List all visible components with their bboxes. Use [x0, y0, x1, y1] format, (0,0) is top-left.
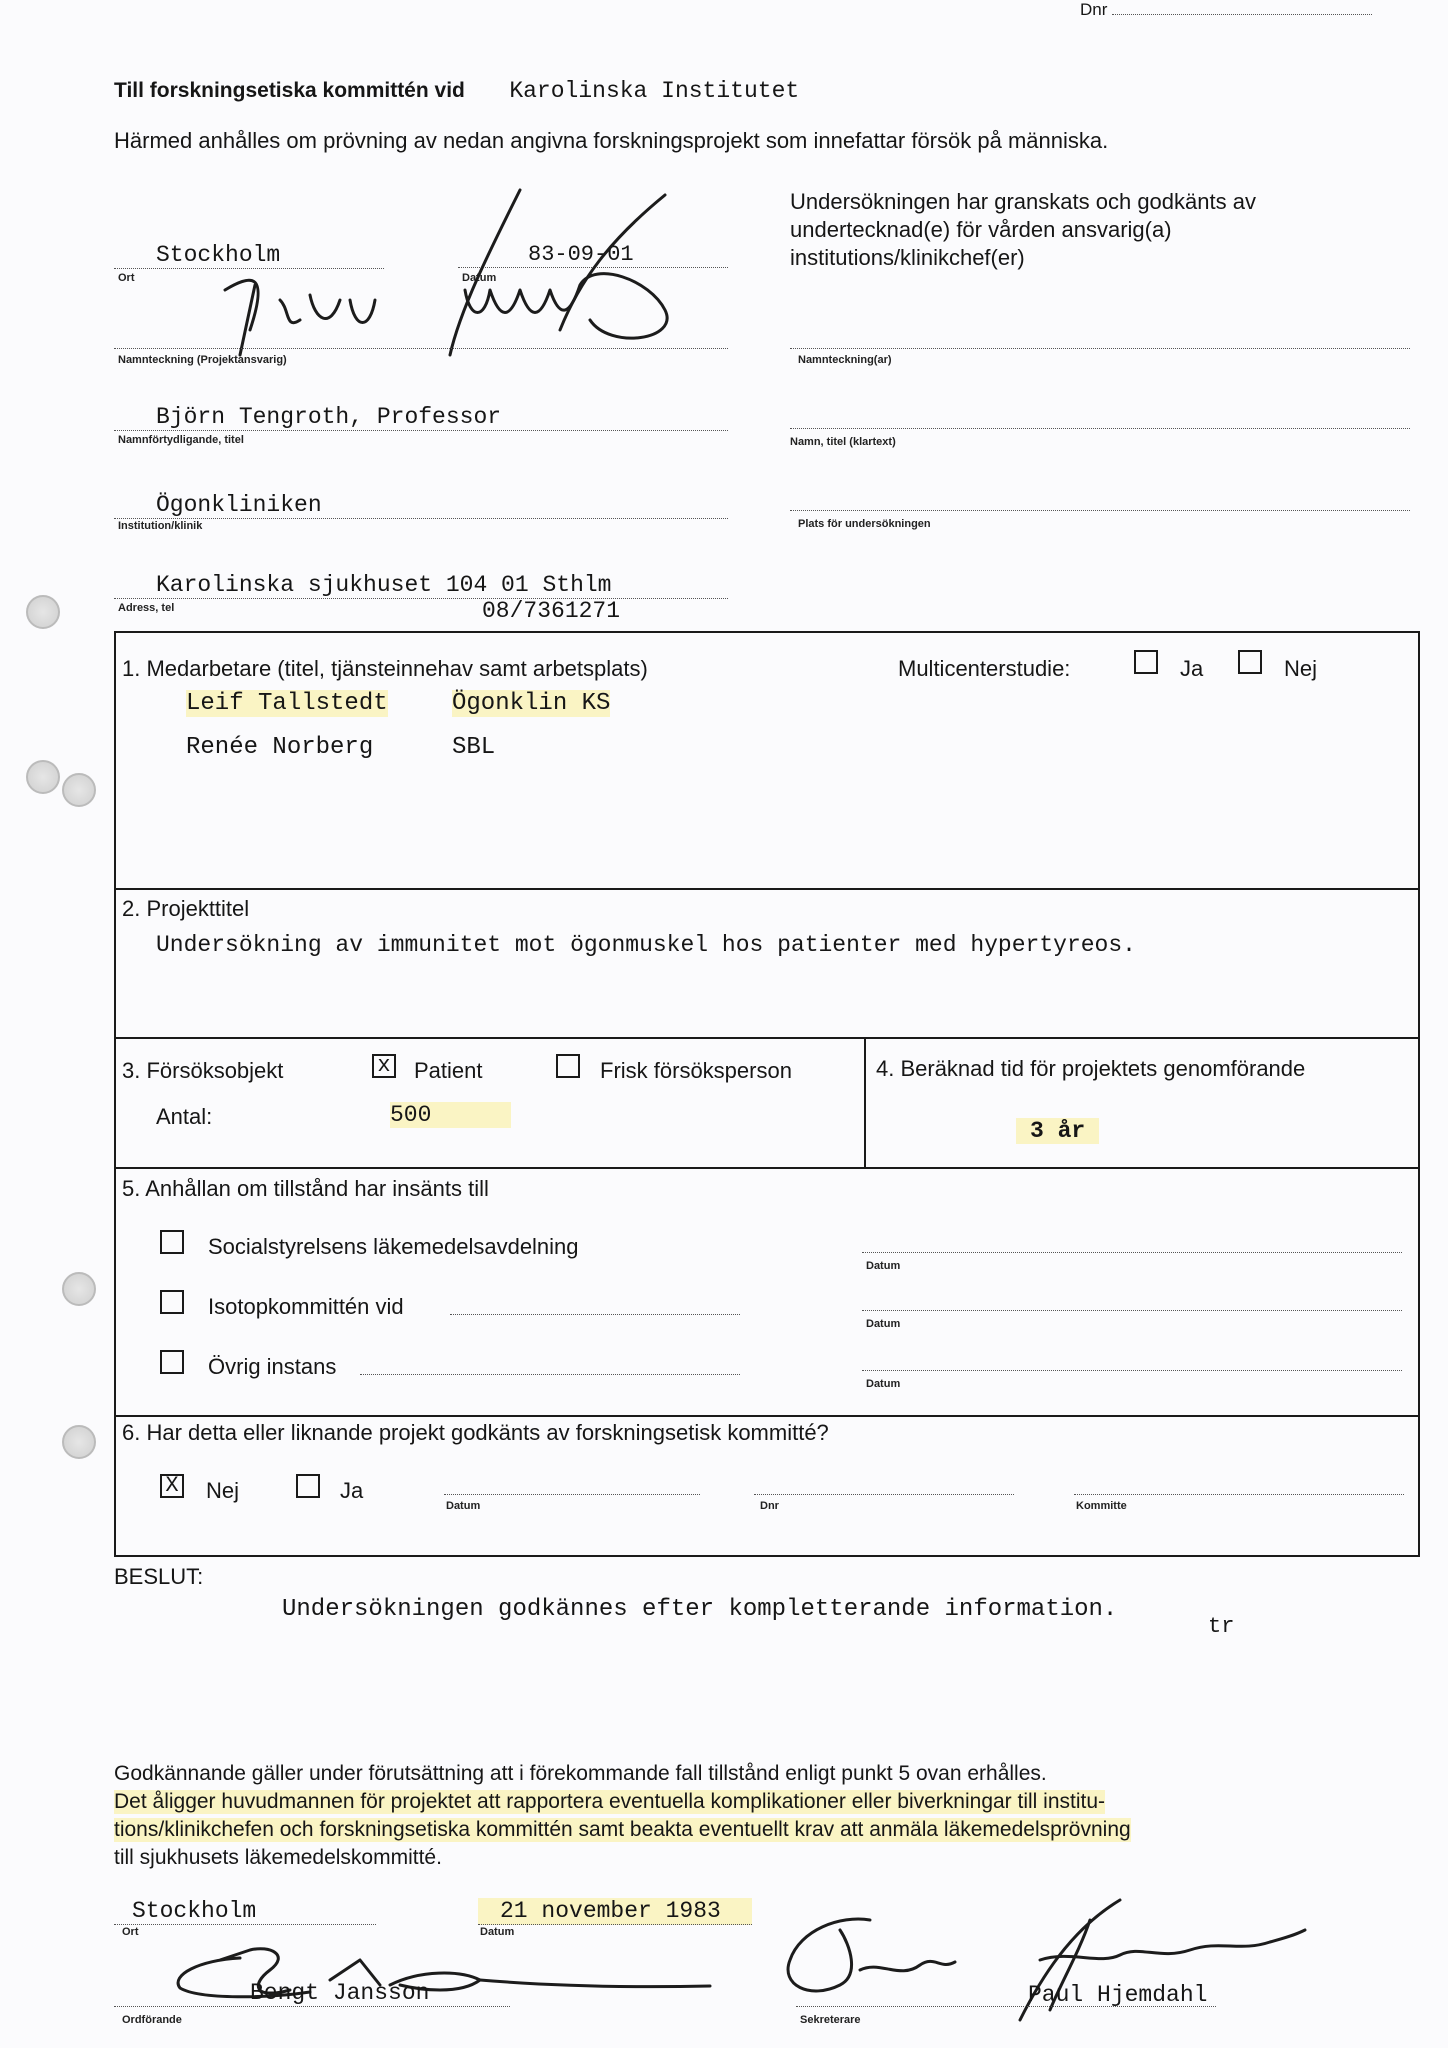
institution-value: Ögonkliniken [114, 492, 728, 519]
institution-label: Institution/klinik [118, 520, 203, 532]
multicenter-ja-label: Ja [1180, 656, 1204, 681]
punch-hole [62, 1425, 96, 1459]
coworker-place: Ögonklin KS [452, 690, 611, 717]
coworker-name: Renée Norberg [186, 734, 374, 761]
socialstyrelsen-checkbox[interactable] [160, 1230, 184, 1254]
antal-label: Antal: [156, 1104, 213, 1129]
frisk-checkbox[interactable] [556, 1054, 580, 1078]
chair-signature [160, 1940, 720, 2020]
section6-nej-label: Nej [206, 1478, 240, 1503]
dnr-field [1080, 0, 1410, 20]
punch-hole [62, 773, 96, 807]
multicenter-ja-checkbox[interactable] [1134, 650, 1158, 674]
section6-ja-label: Ja [340, 1478, 364, 1503]
section6-nej-checkbox[interactable]: X [160, 1474, 184, 1498]
project-title: Undersökning av immunitet mot ögonmuskel hos patienter med hypertyreos. [156, 932, 1136, 958]
addressee-label: Till forskningsetiska kommittén vid [114, 79, 465, 102]
datum-label: Datum [462, 272, 497, 284]
approval-text: Undersökningen har granskats och godkänts av undertecknad(e) för vården ansvarig(a) institutions/klinikchef(er) [790, 189, 1256, 270]
patient-checkbox[interactable]: x [372, 1054, 396, 1078]
coworker-name: Leif Tallstedt [186, 690, 388, 717]
signature-label: Namnteckning (Projektansvarig) [118, 354, 287, 366]
footer-ort-value: Stockholm [114, 1898, 376, 1925]
section6-dnr-label: Dnr [760, 1500, 779, 1512]
secretary-signature [770, 1890, 1310, 2030]
address-value: Karolinska sjukhuset 104 01 Sthlm [114, 572, 728, 599]
antal-value: 500 [390, 1102, 511, 1128]
frisk-label: Frisk försöksperson [600, 1058, 792, 1083]
footer-datum-label: Datum [480, 1926, 515, 1938]
approval-signatures-label: Namnteckning(ar) [798, 354, 892, 366]
addressee-line [114, 78, 799, 104]
punch-hole [26, 760, 60, 794]
secretary-name: Paul Hjemdahl [1028, 1982, 1208, 2008]
chair-name: Bengt Jansson [250, 1980, 430, 2006]
multicenter-label: Multicenterstudie: [898, 656, 1071, 681]
section6-datum-label: Datum [446, 1500, 481, 1512]
socialstyrelsen-label: Socialstyrelsens läkemedelsavdelning [208, 1234, 579, 1259]
beslut-text: Undersökningen godkännes efter kompletterande information. [282, 1596, 1118, 1623]
ort-label: Ort [118, 272, 135, 284]
patient-label: Patient [414, 1058, 483, 1083]
ovrig-label: Övrig instans [208, 1354, 337, 1379]
footer-line4: till sjukhusets läkemedelskommitté. [114, 1846, 442, 1869]
section3-title: 3. Försöksobjekt [122, 1058, 284, 1083]
section5-datum-label: Datum [866, 1378, 901, 1390]
chair-label: Ordförande [122, 2014, 182, 2026]
isotop-checkbox[interactable] [160, 1290, 184, 1314]
section4-title: 4. Beräknad tid för projektets genomförande [876, 1056, 1306, 1081]
section6-ja-checkbox[interactable] [296, 1474, 320, 1498]
datum-value: 83-09-01 [458, 242, 728, 268]
phone-value: 08/7361271 [482, 598, 621, 624]
multicenter-nej-label: Nej [1284, 656, 1318, 681]
secretary-label: Sekreterare [800, 2014, 861, 2026]
footer-ort-label: Ort [122, 1926, 139, 1938]
section5-title: 5. Anhållan om tillstånd har insänts till [122, 1176, 489, 1201]
beslut-initials: tr [1208, 1614, 1235, 1639]
section6-title: 6. Har detta eller liknande projekt godkänts av forskningsetisk kommitté? [122, 1420, 829, 1445]
name-label: Namnförtydligande, titel [118, 434, 244, 446]
approval-names-label: Namn, titel (klartext) [790, 436, 896, 448]
addressee-value: Karolinska Institutet [509, 78, 800, 104]
section1-title: 1. Medarbetare (titel, tjänsteinnehav samt arbetsplats) [122, 656, 648, 681]
name-value: Björn Tengroth, Professor [114, 404, 728, 431]
applicant-signature [210, 180, 690, 360]
duration-value: 3 år [1016, 1118, 1099, 1144]
footer-line3: tions/klinikchefen och forskningsetiska kommittén samt beakta eventuellt krav att anmäla läkemedelsprövning [114, 1818, 1131, 1841]
ort-value: Stockholm [114, 242, 384, 269]
address-label: Adress, tel [118, 602, 175, 614]
section2-title: 2. Projekttitel [122, 896, 250, 921]
section5-datum-label: Datum [866, 1260, 901, 1272]
intro-text: Härmed anhålles om prövning av nedan angivna forskningsprojekt som innefattar försök på människa. [114, 128, 1109, 153]
isotop-label: Isotopkommittén vid [208, 1294, 404, 1319]
footer-line1: Godkännande gäller under förutsättning att i förekommande fall tillstånd enligt punkt 5 ovan erhålles. [114, 1762, 1047, 1785]
punch-hole [62, 1272, 96, 1306]
footer-line2: Det åligger huvudmannen för projektet att rapportera eventuella komplikationer eller biverkningar till institu- [114, 1790, 1106, 1813]
coworker-place: SBL [452, 734, 496, 761]
place-label: Plats för undersökningen [798, 518, 931, 530]
multicenter-nej-checkbox[interactable] [1238, 650, 1262, 674]
section6-kommitte-label: Kommitte [1076, 1500, 1127, 1512]
section5-datum-label: Datum [866, 1318, 901, 1330]
beslut-label: BESLUT: [114, 1564, 204, 1589]
ovrig-checkbox[interactable] [160, 1350, 184, 1374]
dnr-label: Dnr [1080, 0, 1108, 19]
punch-hole [26, 595, 60, 629]
footer-datum-value: 21 november 1983 [478, 1898, 752, 1925]
